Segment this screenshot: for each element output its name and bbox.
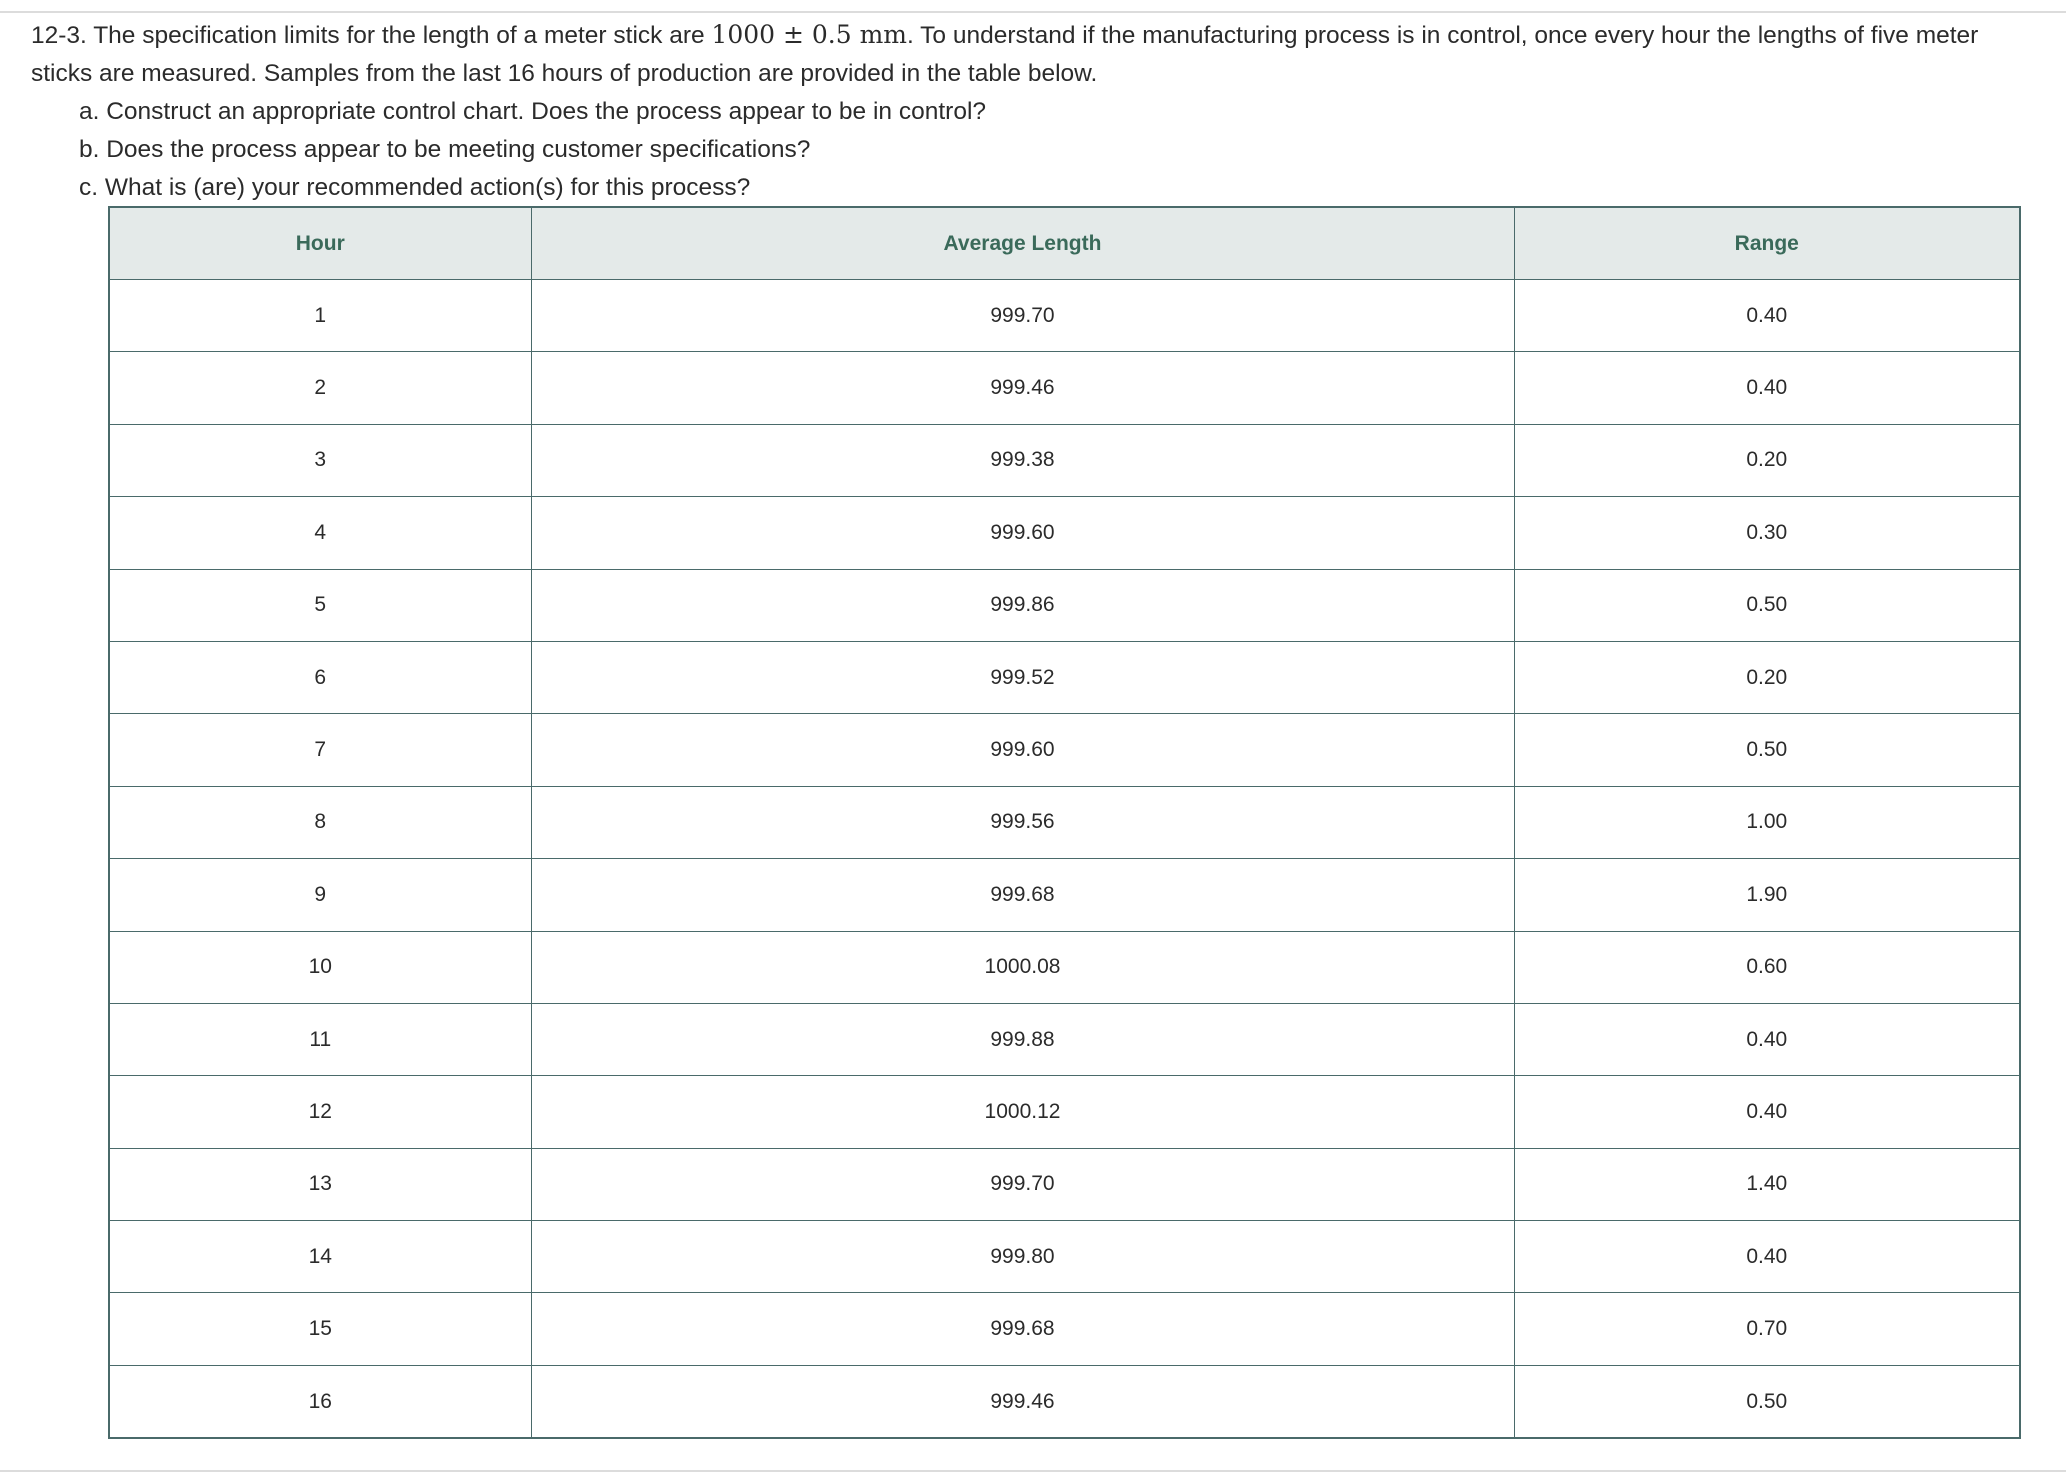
cell-hour: 7 [109, 714, 531, 786]
cell-average-length: 999.68 [531, 859, 1514, 931]
table-row [109, 714, 2020, 786]
cell-range: 0.50 [1514, 1365, 2020, 1438]
cell-average-length: 1000.12 [531, 1076, 1514, 1148]
subquestion-list [31, 93, 2041, 207]
table-row [109, 497, 2020, 569]
problem-statement [31, 16, 2041, 207]
cell-range: 0.20 [1514, 641, 2020, 713]
cell-hour: 13 [109, 1148, 531, 1220]
cell-average-length: 999.70 [531, 1148, 1514, 1220]
table-row [109, 1148, 2020, 1220]
cell-range: 1.40 [1514, 1148, 2020, 1220]
table-row [109, 569, 2020, 641]
subquestion-c: c. What is (are) your recommended action(s) for this process? [79, 174, 751, 201]
cell-average-length: 999.46 [531, 1365, 1514, 1438]
cell-average-length: 999.52 [531, 641, 1514, 713]
header-average-length: Average Length [531, 207, 1514, 280]
bottom-divider [0, 1470, 2066, 1472]
cell-average-length: 999.88 [531, 1003, 1514, 1075]
cell-range: 0.60 [1514, 931, 2020, 1003]
subquestion-b: b. Does the process appear to be meeting customer specifications? [79, 136, 811, 163]
cell-average-length: 999.56 [531, 786, 1514, 858]
cell-range: 0.20 [1514, 424, 2020, 496]
cell-range: 0.70 [1514, 1293, 2020, 1365]
cell-hour: 8 [109, 786, 531, 858]
cell-hour: 5 [109, 569, 531, 641]
cell-hour: 4 [109, 497, 531, 569]
cell-hour: 16 [109, 1365, 531, 1438]
subquestion-a: a. Construct an appropriate control chart. Does the process appear to be in control? [79, 98, 987, 125]
cell-hour: 6 [109, 641, 531, 713]
cell-average-length: 999.70 [531, 280, 1514, 352]
cell-average-length: 999.86 [531, 569, 1514, 641]
cell-hour: 15 [109, 1293, 531, 1365]
problem-intro-text-2: . To understand if the manufacturing process is in control, once every hour the lengths of five meter sticks are measured. Samples from the last 16 hours of production are provided in the table below. [31, 22, 1979, 87]
cell-hour: 2 [109, 352, 531, 424]
table-row [109, 1221, 2020, 1293]
cell-average-length: 999.60 [531, 714, 1514, 786]
header-range: Range [1514, 207, 2020, 280]
cell-hour: 10 [109, 931, 531, 1003]
cell-average-length: 999.60 [531, 497, 1514, 569]
cell-range: 0.30 [1514, 497, 2020, 569]
cell-range: 1.90 [1514, 859, 2020, 931]
cell-range: 0.50 [1514, 714, 2020, 786]
cell-range: 1.00 [1514, 786, 2020, 858]
cell-hour: 11 [109, 1003, 531, 1075]
problem-intro [31, 16, 2041, 93]
cell-hour: 3 [109, 424, 531, 496]
table-row [109, 1293, 2020, 1365]
table-row [109, 1365, 2020, 1438]
table-header-row [109, 207, 2020, 280]
cell-hour: 14 [109, 1221, 531, 1293]
cell-hour: 12 [109, 1076, 531, 1148]
cell-range: 0.40 [1514, 1003, 2020, 1075]
cell-range: 0.50 [1514, 569, 2020, 641]
cell-average-length: 999.68 [531, 1293, 1514, 1365]
table-row [109, 280, 2020, 352]
table-row [109, 786, 2020, 858]
cell-range: 0.40 [1514, 1221, 2020, 1293]
cell-average-length: 999.38 [531, 424, 1514, 496]
cell-average-length: 999.80 [531, 1221, 1514, 1293]
table-row [109, 1076, 2020, 1148]
table-row [109, 931, 2020, 1003]
cell-hour: 9 [109, 859, 531, 931]
table-row [109, 1003, 2020, 1075]
header-hour: Hour [109, 207, 531, 280]
problem-intro-text-1: 12-3. The specification limits for the length of a meter stick are [31, 22, 712, 49]
cell-range: 0.40 [1514, 352, 2020, 424]
table-row [109, 424, 2020, 496]
cell-hour: 1 [109, 280, 531, 352]
cell-range: 0.40 [1514, 1076, 2020, 1148]
table-row [109, 641, 2020, 713]
table-row [109, 859, 2020, 931]
cell-average-length: 999.46 [531, 352, 1514, 424]
table-row [109, 352, 2020, 424]
cell-range: 0.40 [1514, 280, 2020, 352]
top-divider [0, 11, 2066, 13]
cell-average-length: 1000.08 [531, 931, 1514, 1003]
spec-limit-math: 1000 ± 0.5 mm [711, 20, 908, 49]
samples-table [108, 206, 2021, 1439]
